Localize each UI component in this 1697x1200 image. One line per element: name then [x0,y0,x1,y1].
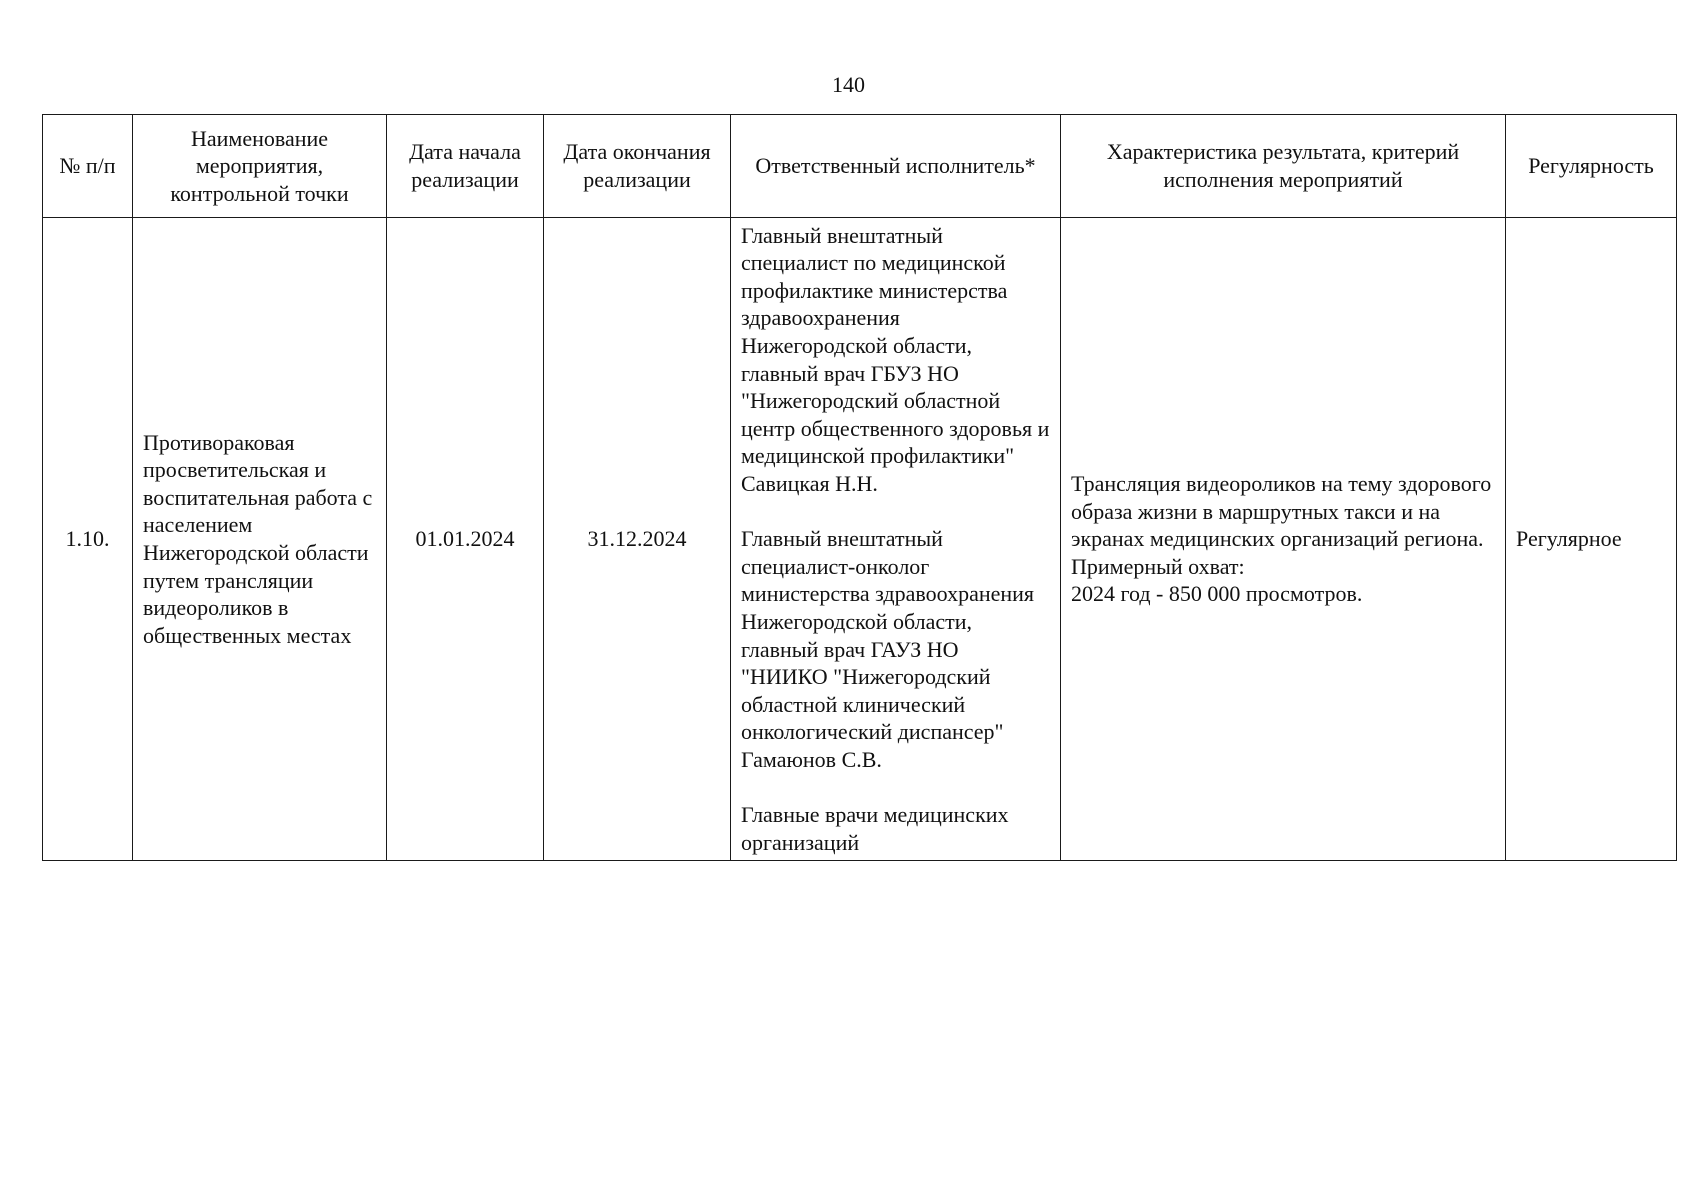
header-regularity: Регулярность [1506,115,1677,218]
page-number: 140 [832,72,865,97]
cell-end-date: 31.12.2024 [544,218,731,861]
cell-start-date: 01.01.2024 [387,218,544,861]
activity-table [42,114,1677,861]
responsible-paragraph: Главный внештатный специалист-онколог министерства здравоохранения Нижегородской области, главный врач ГАУЗ НО "НИИКО "Нижегородский областной клинический онкологический диспансер" Гамаюнов С.В. [741,526,1035,772]
cell-name: Противораковая просветительская и воспитательная работа с населением Нижегородской области путем трансляции видеороликов в общественных местах [133,218,387,861]
table-header-row [43,115,1677,218]
header-num: № п/п [43,115,133,218]
cell-responsible [731,218,1061,861]
cell-num: 1.10. [43,218,133,861]
table-row [43,218,1677,861]
cell-result [1061,218,1506,861]
header-responsible: Ответственный исполнитель* [731,115,1061,218]
responsible-paragraph: Главный внештатный специалист по медицинской профилактике министерства здравоохранения Нижегородской области, главный врач ГБУЗ НО "Нижегородский областной центр общественного здоровья и медицинской профилактики" Савицкая Н.Н. [741,222,1050,497]
header-name: Наименование мероприятия, контрольной точки [133,115,387,218]
responsible-paragraph: Главные врачи медицинских организаций [741,802,1009,855]
cell-regularity: Регулярное [1506,218,1677,861]
header-end-date: Дата окончания реализации [544,115,731,218]
header-result: Характеристика результата, критерий исполнения мероприятий [1061,115,1506,218]
header-start-date: Дата начала реализации [387,115,544,218]
result-text: Трансляция видеороликов на тему здорового образа жизни в маршрутных такси и на экранах медицинских организаций региона. Примерный охват: 2024 год - 850 000 просмотров. [1071,471,1492,607]
